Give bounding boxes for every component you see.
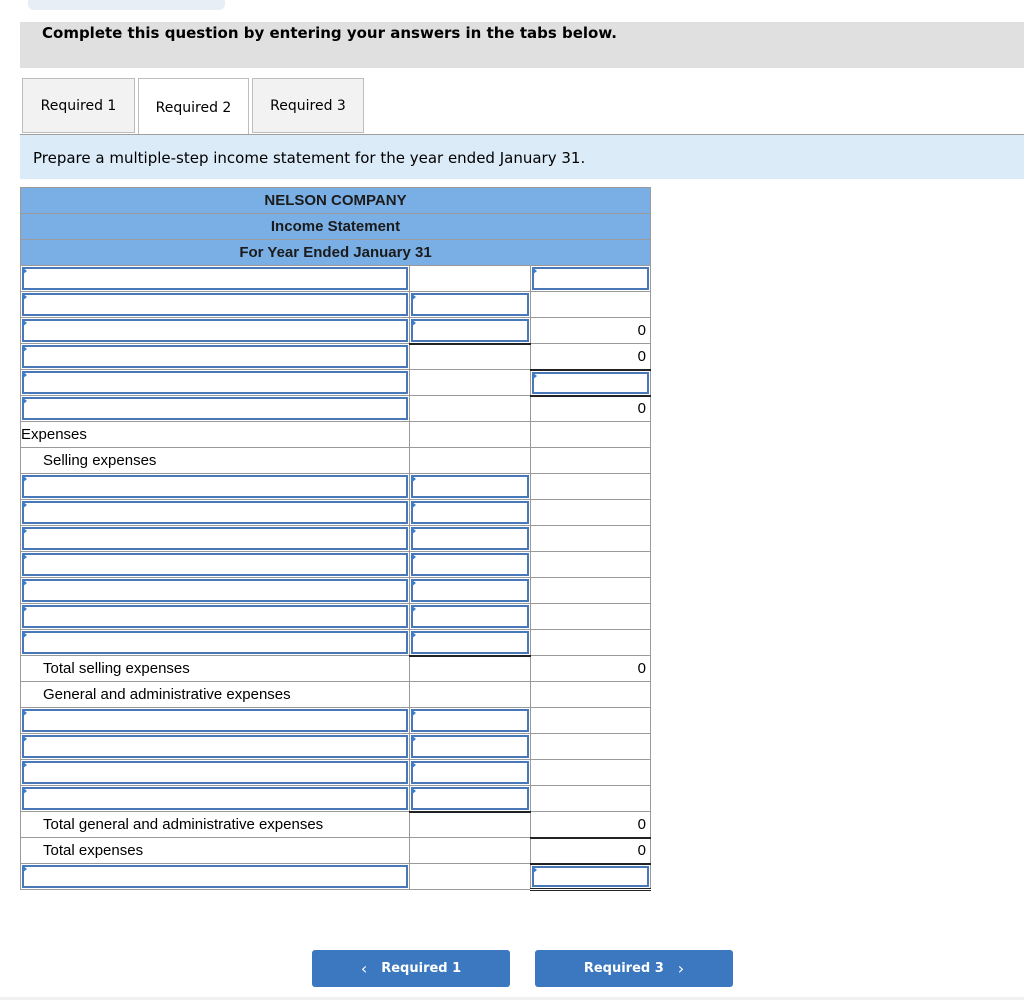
account-name-cell[interactable] (21, 604, 410, 630)
total-cell: 0 (531, 318, 651, 344)
statement-row (21, 266, 651, 292)
chevron-right-icon: › (677, 959, 685, 978)
statement-row (21, 760, 651, 786)
amount-cell[interactable] (410, 734, 531, 760)
amount-cell-input[interactable] (411, 293, 529, 316)
statement-row (21, 734, 651, 760)
amount-cell (410, 370, 531, 396)
row-label: Total expenses (21, 838, 410, 864)
statement-row (21, 448, 651, 474)
amount-cell[interactable] (410, 604, 531, 630)
account-name-cell-input[interactable] (22, 735, 408, 758)
amount-cell-input[interactable] (411, 761, 529, 784)
instruction-text: Complete this question by entering your answers in the tabs below. (42, 24, 617, 42)
amount-cell (410, 448, 531, 474)
total-cell: 0 (531, 396, 651, 422)
account-name-cell-input[interactable] (22, 605, 408, 628)
statement-row (21, 552, 651, 578)
account-name-cell[interactable] (21, 708, 410, 734)
statement-row (21, 344, 651, 370)
total-cell (531, 604, 651, 630)
amount-cell[interactable] (410, 786, 531, 812)
account-name-cell-input[interactable] (22, 371, 408, 394)
tab-required-3[interactable]: Required 3 (252, 78, 364, 133)
total-cell (531, 786, 651, 812)
statement-row (21, 630, 651, 656)
amount-cell (410, 838, 531, 864)
total-cell-input[interactable] (532, 372, 649, 394)
total-cell[interactable] (531, 266, 651, 292)
account-name-cell-input[interactable] (22, 501, 408, 524)
row-label: Total selling expenses (21, 656, 410, 682)
amount-cell-input[interactable] (411, 631, 529, 654)
amount-cell[interactable] (410, 578, 531, 604)
amount-cell-input[interactable] (411, 527, 529, 550)
amount-cell (410, 266, 531, 292)
next-button-label: Required 3 (583, 961, 664, 976)
account-name-cell[interactable] (21, 786, 410, 812)
account-name-cell-input[interactable] (22, 345, 408, 368)
total-cell (531, 474, 651, 500)
total-cell: 0 (531, 344, 651, 370)
prompt-banner (20, 135, 1024, 179)
total-cell (531, 552, 651, 578)
account-name-cell-input[interactable] (22, 267, 408, 290)
account-name-cell[interactable] (21, 318, 410, 344)
total-cell (531, 500, 651, 526)
account-name-cell[interactable] (21, 552, 410, 578)
statement-row (21, 370, 651, 396)
account-name-cell[interactable] (21, 500, 410, 526)
total-cell: 0 (531, 838, 651, 864)
statement-row (21, 786, 651, 812)
statement-row (21, 864, 651, 890)
amount-cell-input[interactable] (411, 579, 529, 602)
total-cell (531, 682, 651, 708)
amount-cell-input[interactable] (411, 475, 529, 498)
amount-cell[interactable] (410, 708, 531, 734)
account-name-cell-input[interactable] (22, 709, 408, 732)
statement-row (21, 578, 651, 604)
account-name-cell[interactable] (21, 734, 410, 760)
account-name-cell[interactable] (21, 266, 410, 292)
chevron-left-icon: ‹ (360, 959, 368, 978)
account-name-cell[interactable] (21, 344, 410, 370)
statement-row (21, 396, 651, 422)
amount-cell[interactable] (410, 474, 531, 500)
total-cell (531, 734, 651, 760)
statement-title: Income Statement (21, 214, 651, 240)
amount-cell[interactable] (410, 318, 531, 344)
account-name-cell[interactable] (21, 760, 410, 786)
total-cell (531, 292, 651, 318)
amount-cell (410, 422, 531, 448)
account-name-cell-input[interactable] (22, 293, 408, 316)
statement-row (21, 656, 651, 682)
statement-row (21, 604, 651, 630)
account-name-cell-input[interactable] (22, 631, 408, 654)
amount-cell[interactable] (410, 760, 531, 786)
amount-cell[interactable] (410, 630, 531, 656)
amount-cell[interactable] (410, 552, 531, 578)
statement-row (21, 838, 651, 864)
company-name: NELSON COMPANY (21, 188, 651, 214)
amount-cell-input[interactable] (411, 319, 529, 342)
account-name-cell[interactable] (21, 474, 410, 500)
statement-period: For Year Ended January 31 (21, 240, 651, 266)
statement-row (21, 812, 651, 838)
amount-cell-input[interactable] (411, 787, 529, 810)
amount-cell (410, 682, 531, 708)
income-statement-table (20, 187, 651, 891)
tab-required-2[interactable]: Required 2 (138, 78, 249, 136)
tab-required-1[interactable]: Required 1 (22, 78, 135, 133)
statement-row (21, 708, 651, 734)
amount-cell-input[interactable] (411, 553, 529, 576)
statement-row (21, 500, 651, 526)
top-panel-edge (28, 0, 225, 10)
total-cell[interactable] (531, 864, 651, 890)
total-cell: 0 (531, 812, 651, 838)
account-name-cell-input[interactable] (22, 579, 408, 602)
account-name-cell[interactable] (21, 396, 410, 422)
statement-row (21, 318, 651, 344)
row-label: General and administrative expenses (21, 682, 410, 708)
total-cell (531, 448, 651, 474)
statement-row (21, 292, 651, 318)
statement-row (21, 526, 651, 552)
amount-cell (410, 864, 531, 890)
account-name-cell[interactable] (21, 578, 410, 604)
amount-cell-input[interactable] (411, 501, 529, 524)
account-name-cell[interactable] (21, 864, 410, 890)
amount-cell-input[interactable] (411, 735, 529, 758)
total-cell[interactable] (531, 370, 651, 396)
total-cell (531, 422, 651, 448)
amount-cell-input[interactable] (411, 605, 529, 628)
amount-cell[interactable] (410, 526, 531, 552)
prompt-text: Prepare a multiple-step income statement for the year ended January 31. (33, 149, 586, 167)
account-name-cell-input[interactable] (22, 553, 408, 576)
amount-cell (410, 344, 531, 370)
account-name-cell[interactable] (21, 526, 410, 552)
total-cell (531, 760, 651, 786)
total-cell (531, 708, 651, 734)
statement-row (21, 422, 651, 448)
amount-cell-input[interactable] (411, 709, 529, 732)
account-name-cell-input[interactable] (22, 865, 408, 888)
row-label: Total general and administrative expenses (21, 812, 410, 838)
amount-cell[interactable] (410, 292, 531, 318)
account-name-cell[interactable] (21, 292, 410, 318)
row-label: Selling expenses (21, 448, 410, 474)
amount-cell (410, 656, 531, 682)
account-name-cell-input[interactable] (22, 527, 408, 550)
statement-row (21, 682, 651, 708)
amount-cell[interactable] (410, 500, 531, 526)
prev-button-label: Required 1 (381, 961, 462, 976)
account-name-cell-input[interactable] (22, 397, 408, 420)
total-cell (531, 526, 651, 552)
amount-cell (410, 396, 531, 422)
row-label: Expenses (21, 422, 410, 448)
next-required-3-button[interactable] (535, 950, 733, 987)
account-name-cell[interactable] (21, 370, 410, 396)
account-name-cell-input[interactable] (22, 319, 408, 342)
account-name-cell-input[interactable] (22, 475, 408, 498)
account-name-cell[interactable] (21, 630, 410, 656)
total-cell (531, 630, 651, 656)
total-cell: 0 (531, 656, 651, 682)
total-cell-input[interactable] (532, 866, 649, 888)
prev-required-1-button[interactable] (312, 950, 510, 987)
account-name-cell-input[interactable] (22, 787, 408, 810)
total-cell-input[interactable] (532, 267, 649, 290)
statement-row (21, 474, 651, 500)
total-cell (531, 578, 651, 604)
amount-cell (410, 812, 531, 838)
account-name-cell-input[interactable] (22, 761, 408, 784)
instruction-banner (20, 22, 1024, 68)
